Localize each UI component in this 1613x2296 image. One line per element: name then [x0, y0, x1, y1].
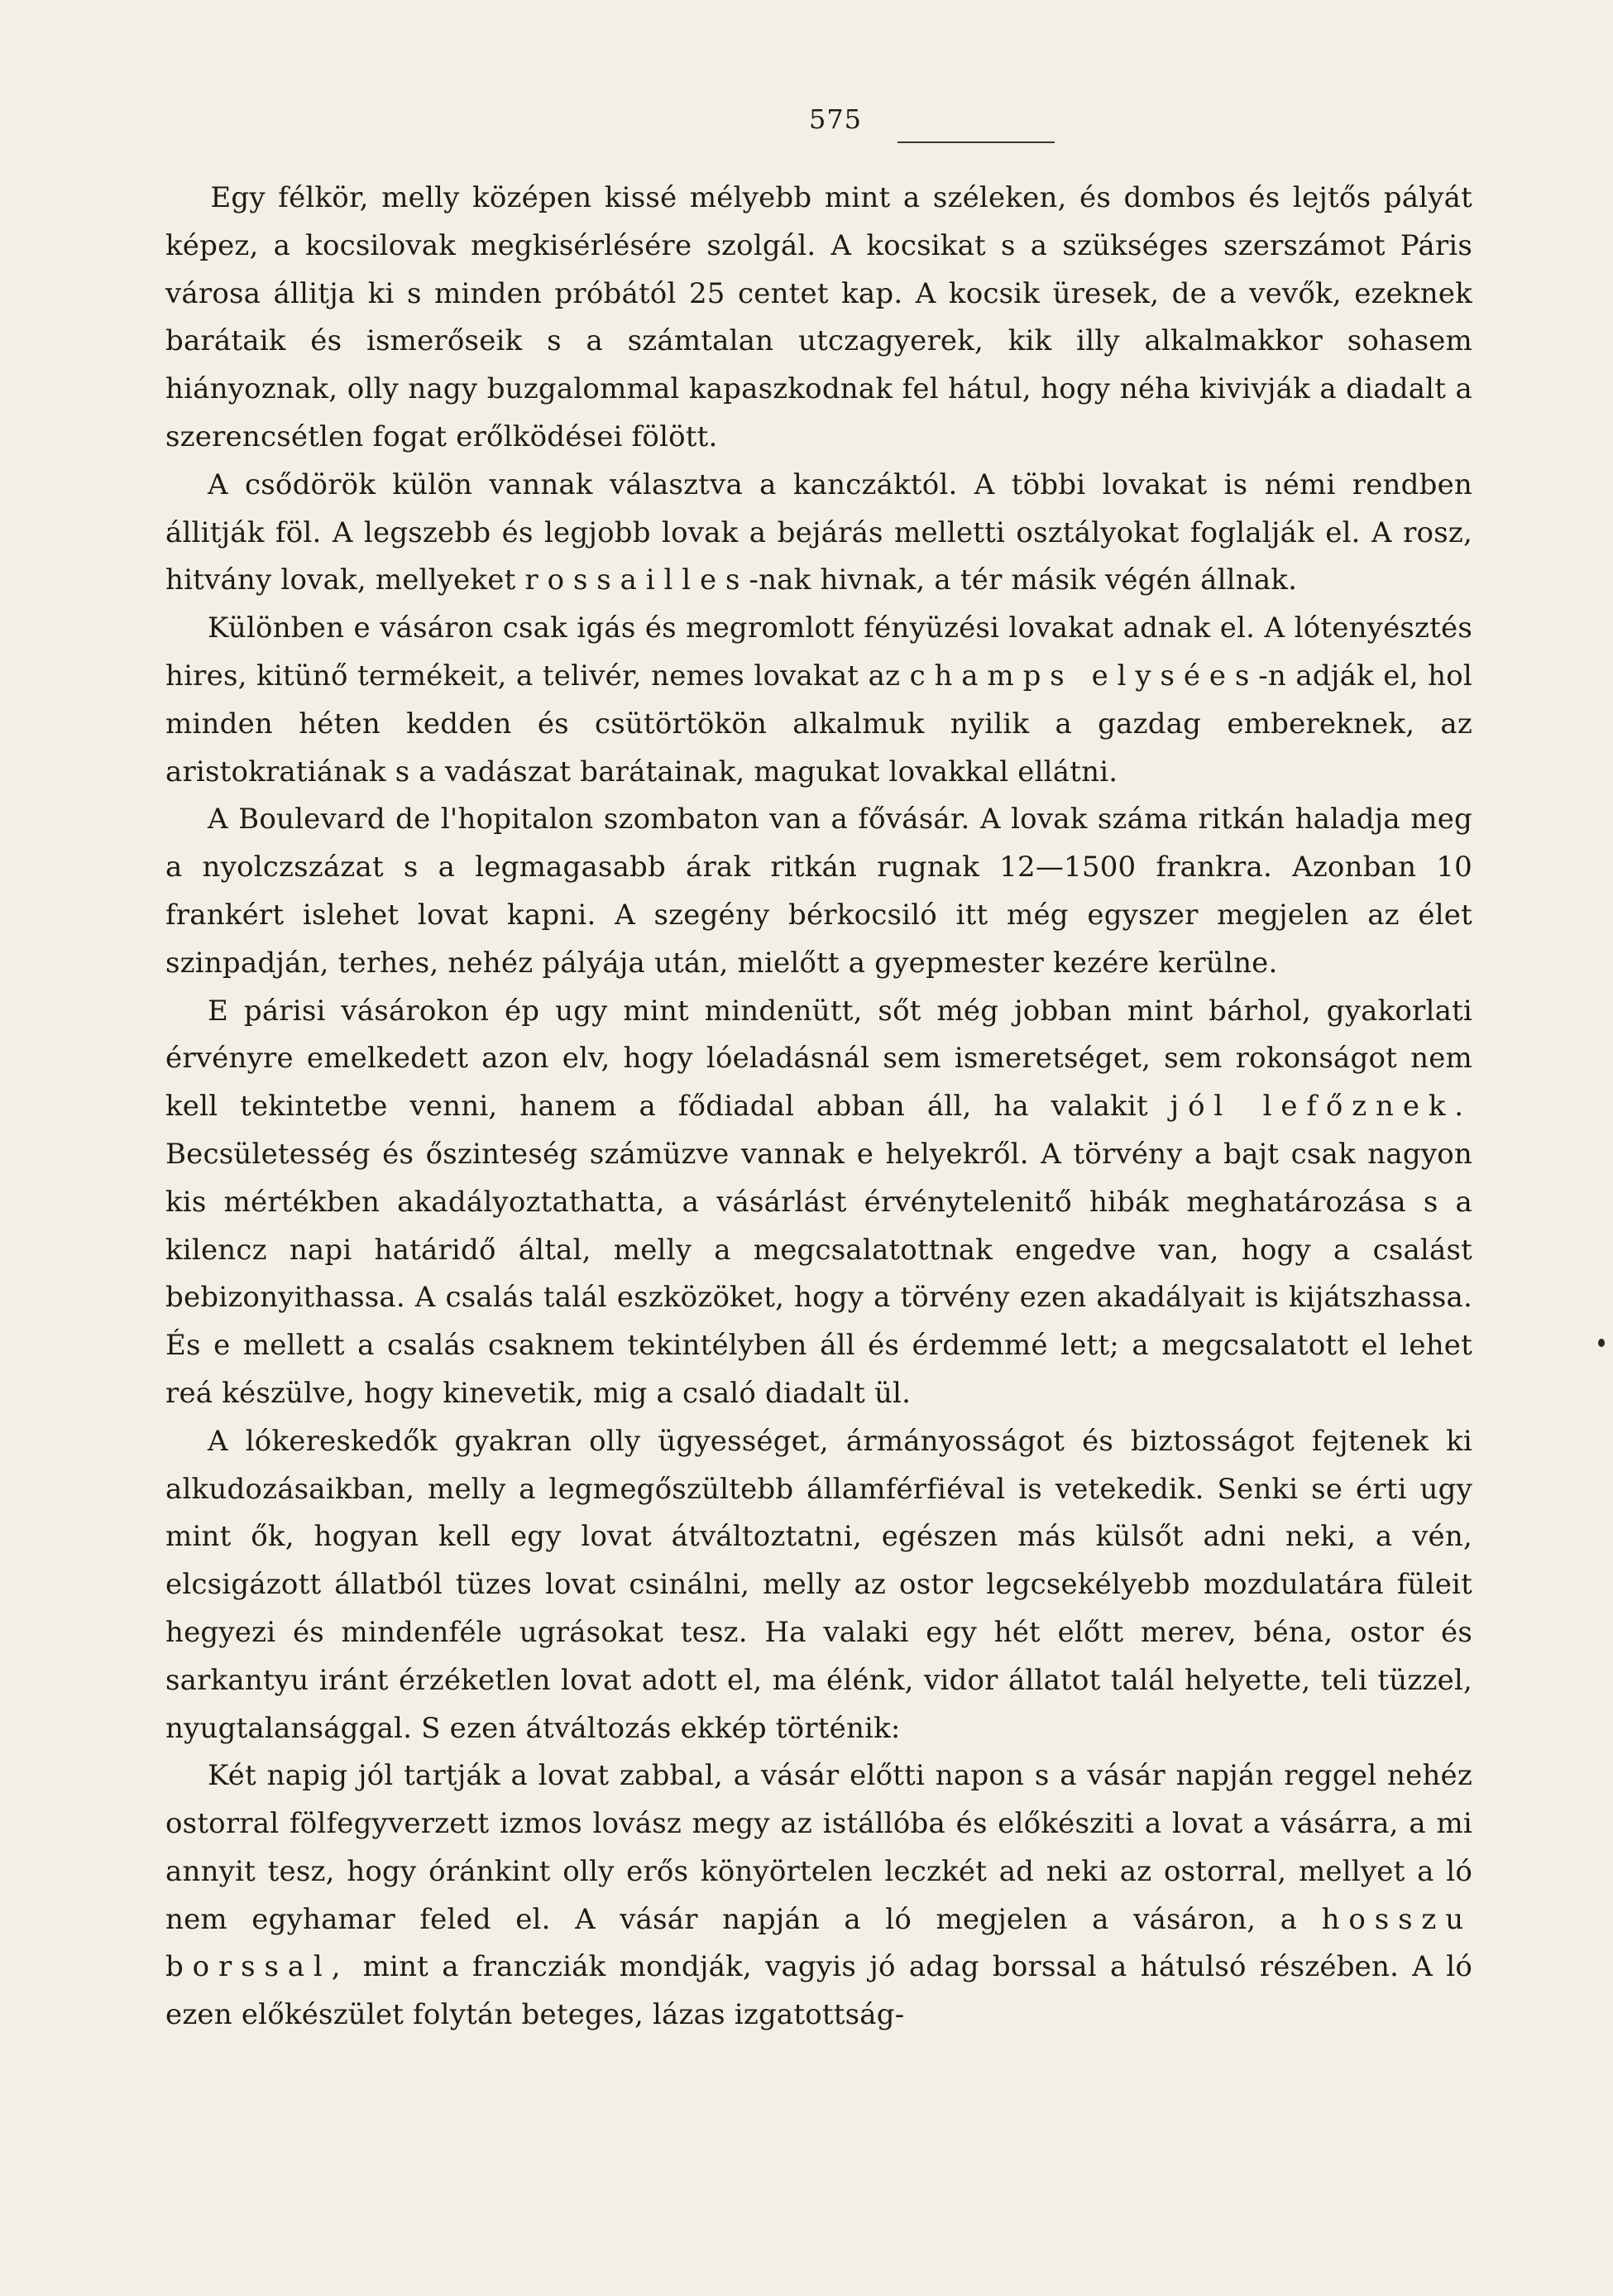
paragraph [165, 1752, 1472, 2040]
paragraph [165, 175, 1472, 462]
ink-speck [1598, 1339, 1605, 1347]
spaced-emphasis: rossailles [524, 563, 749, 597]
spaced-emphasis: jól lefőznek. [1170, 1090, 1472, 1124]
text-run: A Boulevard de l'hopitalon szombaton van a fővásár. A lovak száma ritkán haladja meg a nyolczszázat s a legmagasabb árak ritkán rugnak 12—1500 frankra. Azonban 10 frankért islehet lovat kapni. A szegény bérkocsiló itt még egyszer megjelen az élet szinpadján, terhes, nehéz pályája után, mielőtt a gyepmester kezére kerülne. [165, 803, 1472, 980]
text-run: -n adják el, hol minden héten kedden és csütörtökön alkalmuk nyilik a gazdag embereknek, az aristokratiának s a vadászat barátainak, magukat lovakkal ellátni. [165, 659, 1472, 789]
paragraph [165, 1418, 1472, 1753]
spaced-emphasis: hosszu borssal, [165, 1902, 1472, 1984]
text-run: Különben e vásáron csak igás és megromlott fényüzési lovakat adnak el. A lótenyésztés hires, kitünő termékeit, a telivér, nemes lovakat az [165, 611, 1472, 693]
paragraph [165, 796, 1472, 987]
text-run: Becsületesség és őszinteség számüzve vannak e helyekről. A törvény a bajt csak nagyon kis mértékben akadályoztathatta, a vásárlást érvénytelenitő hibák meghatározása s a kilencz napi határidő által, melly a megcsalatottnak engedve van, hogy a csalást bebizonyithassa. A csalás talál eszközöket, hogy a törvény ezen akadályait is kijátszhassa. És e mellett a csalás csaknem tekintélyben áll és érdemmé lett; a megcsalatott el lehet reá készülve, hogy kinevetik, mig a csaló diadalt ül. [165, 1137, 1472, 1410]
paragraph [165, 605, 1472, 796]
header-rule [897, 141, 1055, 143]
paragraph [165, 988, 1472, 1418]
text-run: mint a francziák mondják, vagyis jó adag borssal a hátulsó részében. A ló ezen előkészület folytán beteges, lázas izgatottság- [165, 1950, 1472, 2032]
text-run: Egy félkör, melly középen kissé mélyebb mint a széleken, és dombos és lejtős pályát képez, a kocsilovak megkisérlésére szolgál. A kocsikat s a szükséges szerszámot Páris városa állitja ki s minden próbától 25 centet kap. A kocsik üresek, de a vevők, ezeknek barátaik és ismerőseik s a számtalan utczagyerek, kik illy alkalmakkor sohasem hiányoznak, olly nagy buzgalommal kapaszkodnak fel hátul, hogy néha kivivják a diadalt a szerencsétlen fogat erőlködései fölött. [165, 181, 1472, 453]
paragraph [165, 462, 1472, 605]
spaced-emphasis: champs elysées [909, 659, 1259, 693]
text-run: A lókereskedők gyakran olly ügyességet, ármányosságot és biztosságot fejtenek ki alkudozásaikban, melly a legmegőszültebb államférfiéval is vetekedik. Senki se érti ugy mint ők, hogyan kell egy lovat átváltoztatni, egészen más külsőt adni neki, a vén, elcsigázott állatból tüzes lovat csinálni, melly az ostor legcsekélyebb mozdulatára füleit hegyezi és mindenféle ugrásokat tesz. Ha valaki egy hét előtt merev, béna, ostor és sarkantyu iránt érzéketlen lovat adott el, ma élénk, vidor állatot talál helyette, teli tüzzel, nyugtalansággal. S ezen átváltozás ekkép történik: [165, 1424, 1472, 1745]
page-number: 575 [808, 103, 863, 135]
body-text [165, 175, 1472, 2040]
text-run: A csődörök külön vannak választva a kanczáktól. A többi lovakat is némi rendben állitják föl. A legszebb és legjobb lovak a bejárás melletti osztályokat foglalják el. A rosz, hitvány lovak, mellyeket [165, 467, 1472, 597]
text-run: Két napig jól tartják a lovat zabbal, a vásár előtti napon s a vásár napján reggel nehéz ostorral fölfegyverzett izmos lovász megy az istállóba és előkésziti a lovat a vásárra, a mi annyit tesz, hogy óránkint olly erős könyörtelen leczkét ad neki az ostorral, mellyet a ló nem egyhamar feled el. A vásár napján a ló megjelen a vásáron, a [165, 1759, 1472, 1936]
text-run: E párisi vásárokon ép ugy mint mindenütt, sőt még jobban mint bárhol, gyakorlati érvényre emelkedett azon elv, hogy lóeladásnál sem ismeretséget, sem rokonságot nem kell tekintetbe venni, hanem a fődiadal abban áll, ha valakit [165, 994, 1472, 1124]
text-run: -nak hivnak, a tér másik végén állnak. [749, 563, 1298, 597]
